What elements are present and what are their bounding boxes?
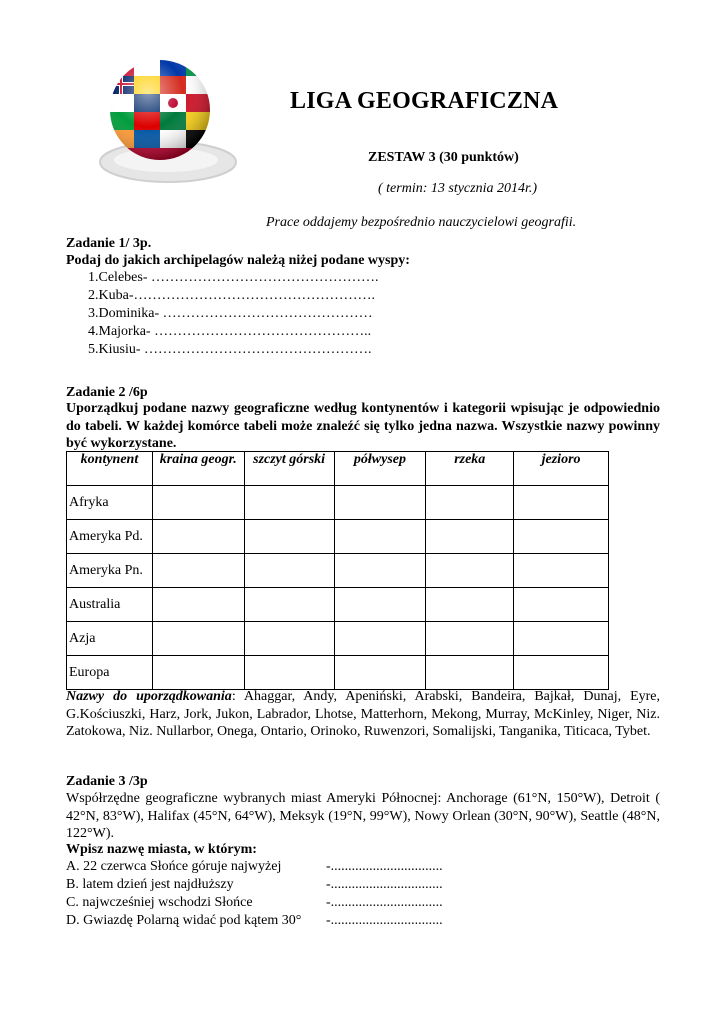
table-row (67, 520, 609, 554)
answer-cell[interactable] (514, 656, 609, 690)
table-row (67, 622, 609, 656)
task2-heading: Zadanie 2 /6p (66, 385, 148, 400)
answer-cell[interactable] (426, 588, 514, 622)
task1-item: 1.Celebes- …………………………………………. (88, 270, 379, 285)
continent-cell: Australia (67, 588, 153, 622)
answer-field[interactable]: -................................ (326, 877, 443, 892)
table-row (67, 554, 609, 588)
answer-cell[interactable] (334, 520, 426, 554)
answer-cell[interactable] (334, 554, 426, 588)
task1-item: 4.Majorka- ……………………………………….. (88, 324, 372, 339)
task1-question: Podaj do jakich archipelagów należą niżej podane wyspy: (66, 253, 410, 268)
task2-instruction: Uporządkuj podane nazwy geograficzne według kontynentów i kategorii wpisując je odpowiednio do tabeli. W każdej komórce tabeli może znaleźć się tylko jedna nazwa. Wszystkie nazwy powinny być wykorzystane. (66, 401, 660, 451)
answer-cell[interactable] (514, 588, 609, 622)
task3-heading: Zadanie 3 /3p (66, 774, 148, 789)
answer-cell[interactable] (244, 588, 334, 622)
continent-cell: Azja (67, 622, 153, 656)
task3-item-label: D. Gwiazdę Polarną widać pod kątem 30° (66, 913, 302, 928)
answer-cell[interactable] (152, 554, 244, 588)
answer-cell[interactable] (152, 622, 244, 656)
continents-table (66, 451, 609, 690)
answer-cell[interactable] (244, 520, 334, 554)
table-row (67, 588, 609, 622)
column-header: szczyt górski (244, 452, 334, 486)
names-to-sort (66, 688, 660, 741)
answer-cell[interactable] (426, 486, 514, 520)
answer-field[interactable]: -................................ (326, 895, 443, 910)
continent-cell: Ameryka Pn. (67, 554, 153, 588)
answer-cell[interactable] (426, 622, 514, 656)
answer-cell[interactable] (244, 486, 334, 520)
answer-cell[interactable] (514, 486, 609, 520)
set-subtitle: ZESTAW 3 (30 punktów) (368, 150, 519, 165)
submission-note: Prace oddajemy bezpośrednio nauczycielowi geografii. (266, 215, 577, 230)
names-list: : Ahaggar, Andy, Apeniński, Arabski, Bandeira, Bajkał, Dunaj, Eyre, G.Kościuszki, Harz, Jork, Jukon, Labrador, Lhotse, Matterhorn, Mekong, Murray, McKinley, Niger, Niz. Zatokowa, Niz. Nullarbor, Onega, Ontario, Orinoko, Ruwenzori, Somalijski, Tanganika, Titicaca, Tybet. (66, 689, 661, 739)
answer-cell[interactable] (334, 622, 426, 656)
task1-item: 5.Kiusiu- …………………………………………. (88, 342, 372, 357)
answer-cell[interactable] (334, 486, 426, 520)
table-row (67, 486, 609, 520)
answer-cell[interactable] (244, 622, 334, 656)
answer-cell[interactable] (244, 656, 334, 690)
task3-item-label: A. 22 czerwca Słońce góruje najwyżej (66, 859, 282, 874)
column-header: kraina geogr. (152, 452, 244, 486)
answer-cell[interactable] (426, 520, 514, 554)
page-title: LIGA GEOGRAFICZNA (290, 88, 559, 114)
answer-cell[interactable] (514, 520, 609, 554)
answer-cell[interactable] (152, 656, 244, 690)
continent-cell: Ameryka Pd. (67, 520, 153, 554)
answer-cell[interactable] (152, 588, 244, 622)
answer-cell[interactable] (334, 588, 426, 622)
column-header: jezioro (514, 452, 609, 486)
column-header: rzeka (426, 452, 514, 486)
task1-heading: Zadanie 1/ 3p. (66, 236, 152, 251)
answer-field[interactable]: -................................ (326, 913, 443, 928)
column-header: kontynent (67, 452, 153, 486)
task3-item-label: C. najwcześniej wschodzi Słońce (66, 895, 253, 910)
task3-text: Współrzędne geograficzne wybranych miast Ameryki Północnej: Anchorage (61°N, 150°W), Detroit ( 42°N, 83°W), Halifax (45°N, 64°W), Meksyk (19°N, 99°W), Nowy Orlean (30°N, 90°W), Seattle (48°N, 122°W). (66, 791, 660, 841)
globe-flags-logo (88, 52, 238, 192)
continent-cell: Europa (67, 656, 153, 690)
continent-cell: Afryka (67, 486, 153, 520)
answer-cell[interactable] (426, 554, 514, 588)
deadline-text: ( termin: 13 stycznia 2014r.) (378, 181, 538, 196)
answer-cell[interactable] (152, 486, 244, 520)
answer-cell[interactable] (514, 554, 609, 588)
task1-item: 3.Dominika- ……………………………………… (88, 306, 373, 321)
task3-question: Wpisz nazwę miasta, w którym: (66, 842, 257, 857)
names-label: Nazwy do uporządkowania (66, 689, 232, 704)
table-row (67, 656, 609, 690)
answer-field[interactable]: -................................ (326, 859, 443, 874)
answer-cell[interactable] (426, 656, 514, 690)
answer-cell[interactable] (334, 656, 426, 690)
answer-cell[interactable] (244, 554, 334, 588)
answer-cell[interactable] (514, 622, 609, 656)
answer-cell[interactable] (152, 520, 244, 554)
table-header-row (67, 452, 609, 486)
task3-item-label: B. latem dzień jest najdłuższy (66, 877, 234, 892)
task1-item: 2.Kuba-……………………………………………. (88, 288, 375, 303)
column-header: półwysep (334, 452, 426, 486)
